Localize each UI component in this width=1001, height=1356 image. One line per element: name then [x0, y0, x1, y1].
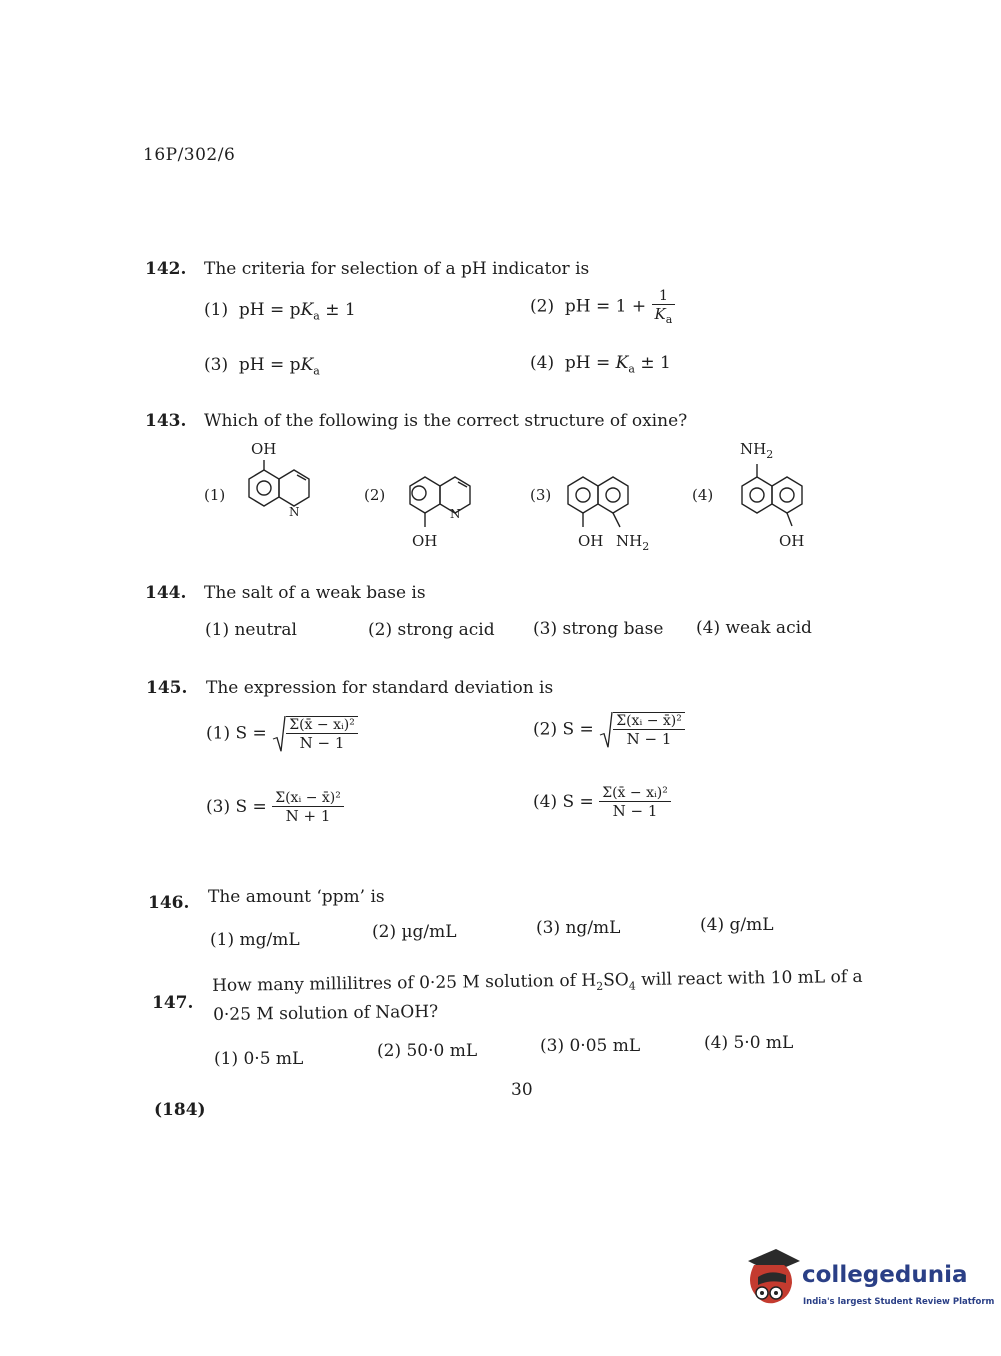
subscript: a — [628, 362, 635, 376]
n-label: N — [450, 507, 461, 521]
option-label: (2) S = — [533, 719, 594, 740]
option-1 — [204, 300, 356, 322]
page-number: 30 — [511, 1080, 533, 1100]
nh-text: NH — [616, 532, 643, 550]
subscript: 2 — [766, 448, 774, 461]
option-3: (3) 0·05 mL — [540, 1036, 641, 1056]
option-2 — [533, 712, 685, 748]
question-text-line-2: 0·25 M solution of NaOH? — [213, 1001, 439, 1025]
question-number: 142. — [145, 259, 187, 279]
option-label: (2) — [364, 486, 386, 504]
numerator: 1 — [652, 288, 676, 305]
logo-wordmark: collegedunia — [802, 1262, 968, 1288]
option-label: (4) — [530, 353, 555, 373]
option-3 — [204, 355, 320, 377]
subscript: 2 — [642, 540, 650, 553]
text-part: will react with 10 mL of a — [635, 966, 863, 991]
subscript: a — [313, 364, 320, 378]
quinoline-structure-1 — [232, 458, 332, 524]
option-4 — [530, 353, 671, 375]
square-root — [599, 712, 685, 748]
logo-tagline: India's largest Student Review Platform — [803, 1297, 995, 1307]
option-label: (4) — [692, 486, 714, 504]
question-text: The expression for standard deviation is — [206, 678, 554, 698]
option-4: (4) g/mL — [700, 915, 774, 935]
question-number: 147. — [152, 993, 194, 1013]
option-label: (1) — [204, 486, 226, 504]
option-2: (2) 50·0 mL — [377, 1041, 478, 1061]
denominator: N + 1 — [285, 807, 331, 825]
option-4: (4) weak acid — [696, 618, 812, 638]
option-text: pH = 1 + — [564, 296, 647, 317]
option-3: (3) ng/mL — [536, 918, 621, 938]
option-label: (3) S = — [206, 797, 267, 817]
footer-code: (184) — [154, 1100, 206, 1120]
option-label: (3) — [204, 355, 229, 375]
square-root — [272, 716, 358, 752]
option-1 — [206, 716, 358, 752]
option-2: (2) strong acid — [368, 620, 495, 640]
option-1: (1) 0·5 mL — [214, 1049, 304, 1069]
radical-sign — [272, 716, 286, 752]
subscript: 4 — [628, 979, 636, 993]
question-number: 144. — [145, 583, 187, 603]
mascot-icon — [740, 1247, 802, 1309]
nh-text: NH — [740, 440, 767, 458]
option-3: (3) strong base — [533, 619, 664, 639]
option-text: pH = p — [238, 355, 301, 375]
option-label: (1) S = — [206, 723, 267, 744]
n-label: N — [289, 505, 300, 519]
question-number: 146. — [148, 893, 190, 913]
text-part: How many millilitres of 0·25 M solution of H — [212, 970, 597, 996]
naphthalene-structure-3 — [558, 465, 658, 535]
denominator: N − 1 — [299, 734, 345, 752]
option-4 — [533, 785, 671, 820]
question-text: The criteria for selection of a pH indicator is — [204, 259, 590, 279]
numerator: Σ(xᵢ − x̄)² — [613, 713, 685, 730]
subscript: a — [313, 309, 320, 323]
option-label: (2) — [530, 296, 555, 317]
subscript: a — [665, 313, 673, 326]
question-number: 145. — [146, 678, 188, 698]
oh-label: OH — [251, 440, 277, 458]
ka-symbol: K — [654, 305, 666, 323]
radical-sign — [599, 712, 613, 748]
option-text: ± 1 — [319, 300, 356, 320]
question-text: The salt of a weak base is — [204, 583, 426, 603]
text-part: SO — [603, 970, 629, 991]
oh-label: OH — [578, 532, 604, 550]
option-1: (1) mg/mL — [210, 930, 300, 950]
option-label: (4) S = — [533, 792, 594, 812]
numerator: Σ(x̄ − xᵢ)² — [599, 785, 671, 802]
option-text: pH = — [564, 353, 616, 373]
option-1: (1) neutral — [205, 620, 297, 640]
nh2-label — [616, 532, 649, 553]
quinoline-structure-2 — [393, 465, 493, 535]
denominator: N − 1 — [626, 730, 672, 748]
question-text: Which of the following is the correct structure of oxine? — [204, 411, 688, 431]
question-text: The amount ‘ppm’ is — [208, 887, 385, 907]
numerator: Σ(xᵢ − x̄)² — [272, 790, 344, 807]
option-text: pH = p — [238, 300, 301, 320]
option-text: ± 1 — [634, 353, 671, 373]
oh-label: OH — [412, 532, 438, 550]
denominator — [652, 305, 676, 326]
option-4: (4) 5·0 mL — [704, 1033, 794, 1053]
subscript: 2 — [596, 979, 604, 994]
option-label: (3) — [530, 486, 552, 504]
naphthalene-structure-4 — [722, 458, 822, 534]
question-text-line-1 — [212, 967, 863, 998]
option-2: (2) µg/mL — [372, 922, 457, 942]
option-label: (1) — [204, 300, 229, 320]
option-3 — [206, 790, 344, 825]
numerator: Σ(x̄ − xᵢ)² — [286, 717, 358, 734]
option-2 — [530, 288, 675, 326]
ka-symbol: K — [300, 300, 314, 320]
fraction — [652, 288, 676, 326]
paper-code: 16P/302/6 — [143, 145, 236, 165]
denominator: N − 1 — [612, 802, 658, 820]
question-number: 143. — [145, 411, 187, 431]
ka-symbol: K — [300, 355, 314, 375]
oh-label: OH — [779, 532, 805, 550]
ka-symbol: K — [615, 353, 629, 373]
